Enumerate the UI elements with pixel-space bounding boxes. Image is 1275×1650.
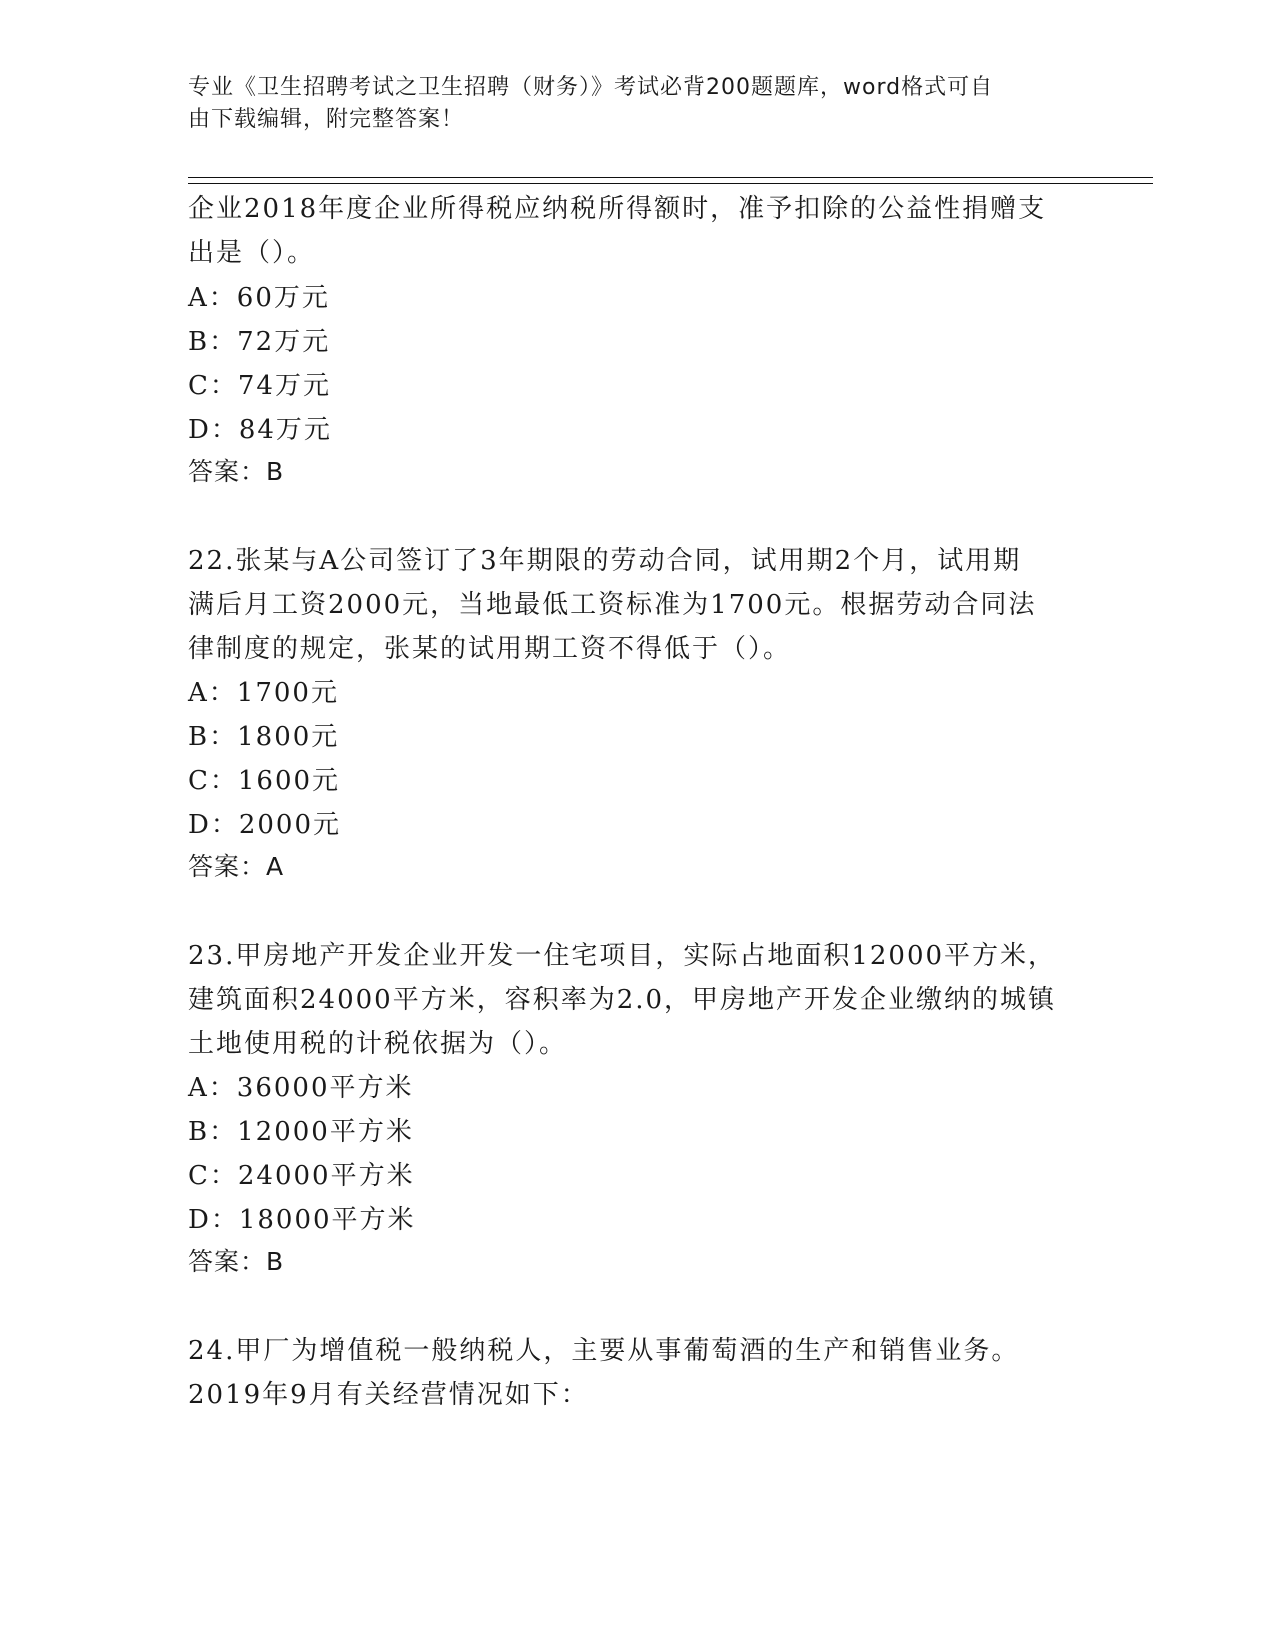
header-title-line-1: 专业《卫生招聘考试之卫生招聘（财务）》考试必背200题题库，word格式可自 <box>188 75 994 100</box>
option-a: A：1700元 <box>188 678 339 708</box>
question-text-line: 24.甲厂为增值税一般纳税人，主要从事葡萄酒的生产和销售业务。 <box>188 1336 1020 1366</box>
header-divider-bottom <box>188 183 1153 184</box>
question-text-line: 出是（）。 <box>188 238 316 268</box>
question-text-line: 建筑面积24000平方米，容积率为2.0，甲房地产开发企业缴纳的城镇 <box>188 985 1057 1015</box>
question-text-line: 2019年9月有关经营情况如下： <box>188 1380 589 1410</box>
option-d: D：84万元 <box>188 415 332 445</box>
question-text-line: 企业2018年度企业所得税应纳税所得额时，准予扣除的公益性捐赠支 <box>188 194 1047 224</box>
question-text-line: 律制度的规定，张某的试用期工资不得低于（）。 <box>188 634 792 664</box>
document-header <box>188 72 1068 136</box>
option-a: A：36000平方米 <box>188 1073 414 1103</box>
option-d: D：18000平方米 <box>188 1205 416 1235</box>
header-title-line-2: 由下载编辑，附完整答案！ <box>188 107 465 132</box>
option-b: B：72万元 <box>188 327 331 357</box>
option-d: D：2000元 <box>188 810 342 840</box>
option-b: B：12000平方米 <box>188 1117 414 1147</box>
answer-line: 答案：B <box>188 457 285 486</box>
option-c: C：74万元 <box>188 371 331 401</box>
question-text-line: 22.张某与A公司签订了3年期限的劳动合同，试用期2个月，试用期 <box>188 546 1022 576</box>
question-text-line: 23.甲房地产开发企业开发一住宅项目，实际占地面积12000平方米， <box>188 941 1057 971</box>
question-text-line: 满后月工资2000元，当地最低工资标准为1700元。根据劳动合同法 <box>188 590 1037 620</box>
question-text-line: 土地使用税的计税依据为（）。 <box>188 1029 568 1059</box>
option-c: C：1600元 <box>188 766 341 796</box>
option-b: B：1800元 <box>188 722 340 752</box>
option-c: C：24000平方米 <box>188 1161 415 1191</box>
answer-line: 答案：A <box>188 852 285 881</box>
header-divider-top <box>188 177 1153 178</box>
option-a: A：60万元 <box>188 283 330 313</box>
answer-line: 答案：B <box>188 1247 285 1276</box>
